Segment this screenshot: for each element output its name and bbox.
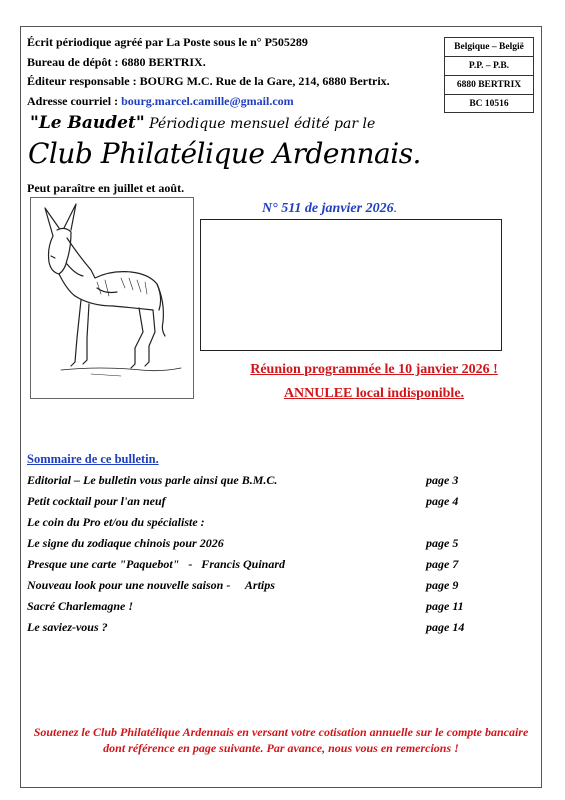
toc-item: [27, 536, 497, 557]
toc-item-title: Presque une carte "Paquebot" - Francis Quinard: [27, 557, 286, 571]
toc-title[interactable]: Sommaire de ce bulletin.: [27, 452, 159, 466]
toc-item-page: page 14: [426, 620, 465, 634]
toc-item-page: page 4: [426, 494, 459, 508]
toc-item-title: Le coin du Pro et/ou du spécialiste :: [27, 515, 205, 529]
toc-item-page: page 9: [426, 578, 459, 592]
header-office: Bureau de dépôt : 6880 BERTRIX.: [27, 55, 206, 69]
issue-dot: .: [393, 201, 398, 216]
postal-bc: BC 10516: [469, 99, 509, 109]
toc-item-title: Editorial – Le bulletin vous parle ainsi que B.M.C.: [27, 473, 278, 487]
header-editor: Éditeur responsable : BOURG M.C. Rue de la Gare, 214, 6880 Bertrix.: [27, 74, 390, 88]
postal-box: [444, 37, 534, 113]
header-email-line: [27, 94, 294, 108]
toc-item-page: page 11: [426, 599, 464, 613]
postal-pp: P.P. – P.B.: [445, 57, 533, 76]
toc-item-title: Sacré Charlemagne !: [27, 599, 134, 613]
footer-appeal: Soutenez le Club Philatélique Ardennais en versant votre cotisation annuelle sur le compte bancaire dont référence en page suivante. Par avance, nous vous en remercions !: [33, 725, 529, 755]
toc-item-page: page 5: [426, 536, 459, 550]
donkey-icon: [31, 198, 193, 398]
toc-item: [27, 578, 497, 599]
toc-item: [27, 473, 497, 494]
season-note: Peut paraître en juillet et août.: [27, 181, 185, 195]
issue-number: [262, 201, 397, 217]
toc-item-page: page 7: [426, 557, 459, 571]
header-approval: Écrit périodique agréé par La Poste sous le n° P505289: [27, 35, 308, 49]
toc-item-title: Le signe du zodiaque chinois pour 2026: [27, 536, 224, 550]
publication-subtitle: Périodique mensuel édité par le: [144, 116, 376, 132]
table-of-contents: [27, 473, 497, 641]
postal-office: 6880 BERTRIX: [445, 76, 533, 95]
email-link[interactable]: bourg.marcel.camille@gmail.com: [121, 94, 294, 108]
club-title: Club Philatélique Ardennais.: [28, 137, 421, 170]
publication-name: "Le Baudet": [30, 113, 145, 133]
email-label: Adresse courriel :: [27, 94, 122, 108]
toc-item: [27, 515, 497, 536]
toc-item: [27, 494, 497, 515]
toc-item-page: page 3: [426, 473, 459, 487]
toc-item: [27, 557, 497, 578]
empty-frame: [200, 219, 502, 351]
issue-text: N° 511 de janvier 2026: [262, 201, 394, 216]
toc-item: [27, 599, 497, 620]
toc-item: [27, 620, 497, 641]
toc-item-title: Le saviez-vous ?: [27, 620, 108, 634]
meeting-notice: Réunion programmée le 10 janvier 2026 !: [250, 362, 498, 377]
cancellation-notice: ANNULEE local indisponible.: [283, 386, 465, 401]
donkey-illustration: [30, 197, 194, 399]
toc-item-title: Nouveau look pour une nouvelle saison - Artips: [27, 578, 275, 592]
postal-country: Belgique – België: [445, 38, 533, 57]
masthead-line: [30, 113, 375, 133]
toc-item-title: Petit cocktail pour l'an neuf: [27, 494, 166, 508]
